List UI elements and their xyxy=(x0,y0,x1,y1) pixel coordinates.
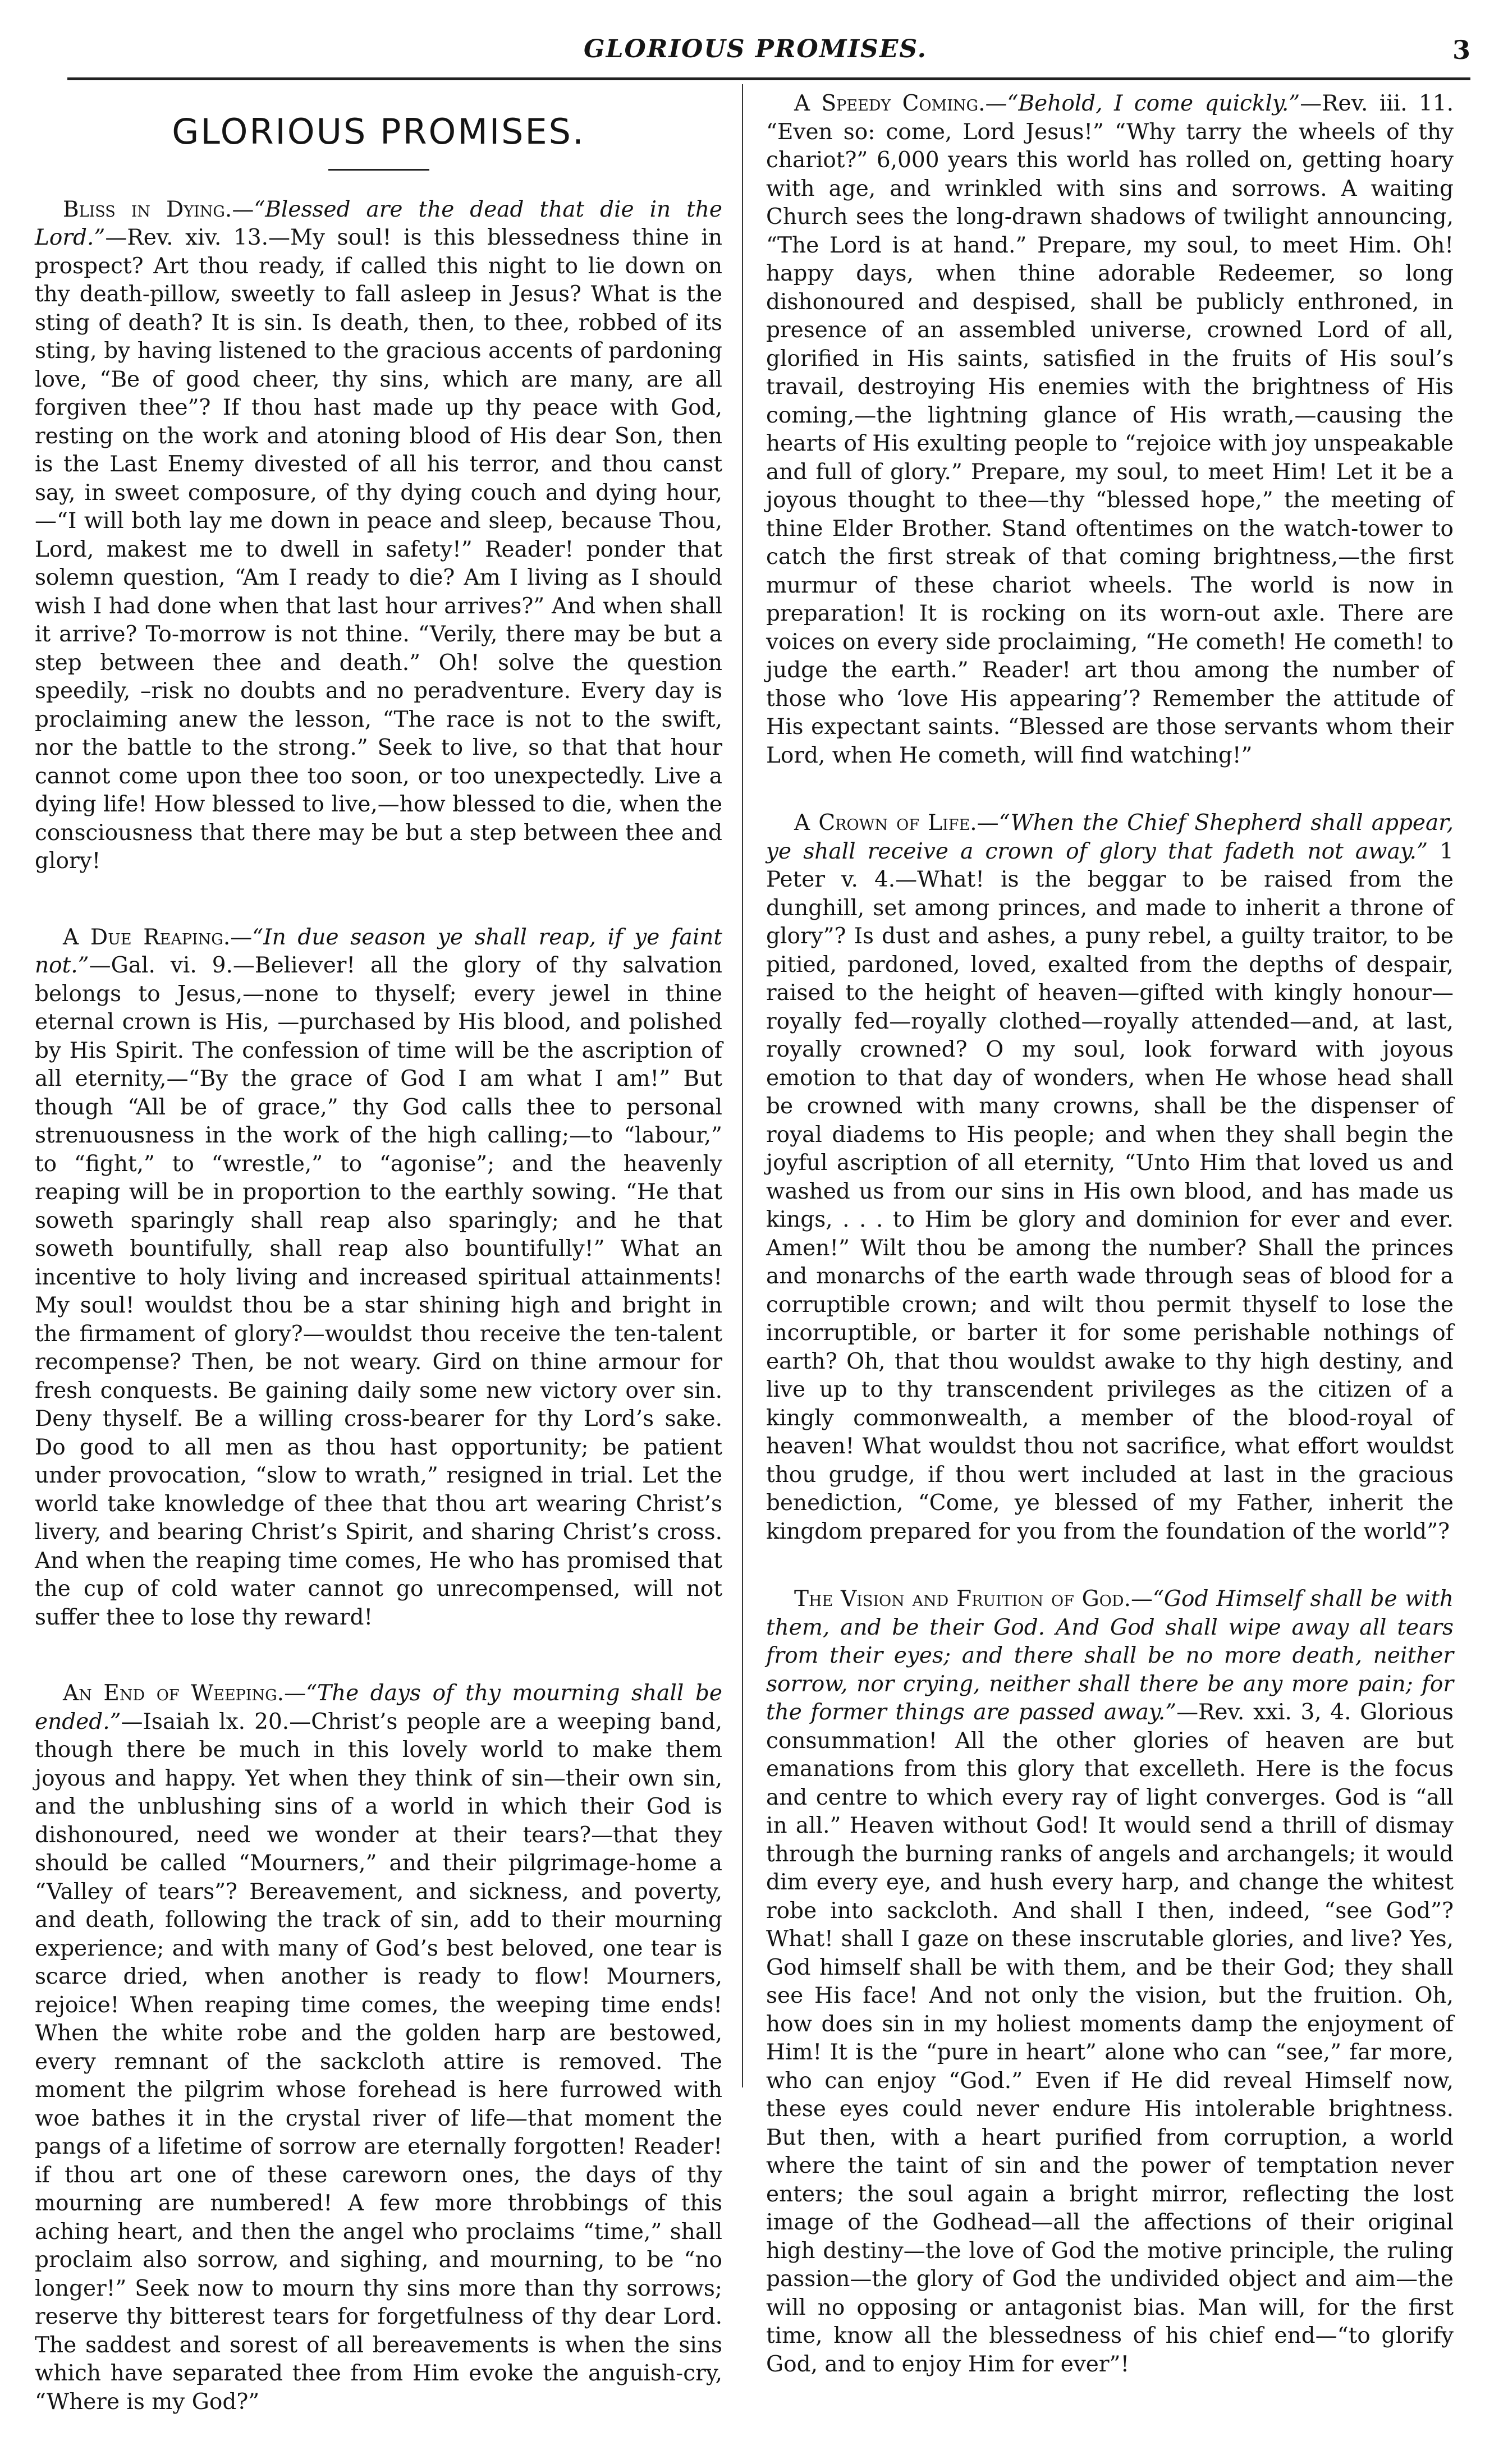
section-body: —Rev. xiv. 13.—My soul! is this blessedness thine in prospect? Art thou ready, if called this night to lie down on thy death-pillow, sweetly to fall asleep in Jesus? What is the sting of death? It is sin. Is death, then, to thee, robbed of its sting, by having listened to the gracious accents of pardoning love, “Be of good cheer, thy sins, which are many, are all forgiven thee”? If thou hast made up thy peace with God, resting on the work and atoning blood of His dear Son, then is the Last Enemy divested of all his terror, and thou canst say, in sweet composure, of thy dying couch and dying hour, —“I will both lay me down in peace and sleep, because Thou, Lord, makest me to dwell in safety!” Reader! ponder that solemn question, “Am I ready to die? Am I living as I should wish I had done when that last hour arrives?” And when shall it arrive? To-morrow is not thine. “Verily, there may be but a step between thee and death.” Oh! solve the question speedily, –risk no doubts and no peradventure. Every day is proclaiming anew the lesson, “The race is not to the swift, nor the battle to the strong.” Seek to live, so that that hour cannot come upon thee too soon, or too unexpectedly. Live a dying life! How blessed to live,—how blessed to die, when the consciousness that there may be but a step between thee and glory! xyxy=(35,225,722,874)
right-column xyxy=(766,90,1454,2418)
title-rule xyxy=(328,169,429,171)
section-an-end-of-weeping xyxy=(35,1680,722,2416)
section-heading: A Due Reaping. xyxy=(63,924,231,950)
section-bliss-in-dying xyxy=(35,196,722,876)
section-heading: Bliss in Dying. xyxy=(63,196,232,222)
section-verse: “In due season ye shall reap, if ye faint not.” xyxy=(35,924,722,978)
section-heading: A Crown of Life. xyxy=(794,810,977,836)
column-divider xyxy=(742,84,743,2087)
section-body: —Rev. xxi. 3, 4. Glorious consummation! All the other glories of heaven are but emanations from this glory that excelleth. Here is the focus and centre to which every ray of light converges. God is “all in all.” Heaven without God! It would send a thrill of dismay through the burning ranks of angels and archangels; it would dim every eye, and hush every harp, and change the whitest robe into sackcloth. And shall I then, indeed, “see God”? What! shall I gaze on these inscrutable glories, and live? Yes, God himself shall be with them, and be their God; they shall see His face! And not only the vision, but the fruition. Oh, how does sin in my holiest moments damp the enjoyment of Him! It is the “pure in heart” alone who can “see,” far more, who can enjoy “God.” Even if He did reveal Himself now, these eyes could never endure His intolerable brightness. But then, with a heart purified from corruption, a world where the taint of sin and the power of temptation never enters; the soul again a bright mirror, reflecting the lost image of the Godhead—all the affections of their original high destiny—the love of God the motive principle, the ruling passion—the glory of God the undivided object and aim—the will no opposing or antagonist bias. Man will, for the first time, know all the blessedness of his chief end—“to glorify God, and to enjoy Him for ever”! xyxy=(766,1700,1454,2377)
section-vision-and-fruition-of-god xyxy=(766,1585,1454,2379)
section-body: 1 Peter v. 4.—What! is the beggar to be raised from the dunghill, set among princes, and made to inherit a throne of glory”? Is dust and ashes, a puny rebel, a guilty traitor, to be pitied, pardoned, loved, exalted from the depths of despair, raised to the height of heaven—gifted with kingly honour—royally fed—royally clothed—royally attended—and, at last, royally crowned? O my soul, look forward with joyous emotion to that day of wonders, when He whose head shall be crowned with many crowns, shall be the dispenser of royal diadems to His people; and when they shall begin the joyful ascription of all eternity, “Unto Him that loved us and washed us from our sins in His own blood, and has made us kings, . . . to Him be glory and dominion for ever and ever. Amen!” Wilt thou be among the number? Shall the princes and monarchs of the earth wade through seas of blood for a corruptible crown; and wilt thou permit thyself to lose the incorruptible, or barter it for some perishable nothings of earth? Oh, that thou wouldst awake to thy high destiny, and live up to thy transcendent privileges as the citizen of a kingly commonwealth, a member of the blood-royal of heaven! What wouldst thou not sacrifice, what effort wouldst thou grudge, if thou wert included at last in the gracious benediction, “Come, ye blessed of my Father, inherit the kingdom prepared for you from the foundation of the world”? xyxy=(766,838,1454,1544)
section-paragraph: A Speedy Coming.—“Behold, I come quickly.”—Rev. iii. 11. “Even so: come, Lord Jesus!” “Why tarry the wheels of thy chariot?” 6,000 years this world has rolled on, getting hoary with age, and wrinkled with sins and sorrows. A waiting Church sees the long-drawn shadows of twilight announcing, “The Lord is at hand.” Prepare, my soul, to meet Him. Oh! happy days, when thine adorable Redeemer, so long dishonoured and despised, shall be publicly enthroned, in presence of an assembled universe, crowned Lord of all, glorified in His saints, satisfied in the fruits of His soul’s travail, destroying His enemies with the brightness of His coming,—the lightning glance of His wrath,—causing the hearts of His exulting people to “rejoice with joy unspeakable and full of glory.” Prepare, my soul, to meet Him! Let it be a joyous thought to thee—thy “blessed hope,” the meeting of thine Elder Brother. Stand oftentimes on the watch-tower to catch the first streak of that coming brightness,—the first murmur of these chariot wheels. The world is now in preparation! It is rocking on its worn-out axle. There are voices on every side proclaiming, “He cometh! He cometh! to judge the earth.” Reader! art thou among the number of those who ‘love His appearing’? Remember the attitude of His expectant saints. “Blessed are those servants whom their Lord, when He cometh, will find watching!” xyxy=(766,91,1454,768)
section-paragraph: A Due Reaping.—“In due season ye shall reap, if ye faint not.”—Gal. vi. 9.—Believer! all the glory of thy salvation belongs to Jesus,—none to thyself; every jewel in thine eternal crown is His, —purchased by His blood, and polished by His Spirit. The confession of time will be the ascription of all eternity,—“By the grace of God I am what I am!” But though “All be of grace,” thy God calls thee to personal strenuousness in the work of the high calling;—to “labour,” to “fight,” to “wrestle,” to “agonise”; and the heavenly reaping will be in proportion to the earthly sowing. “He that soweth sparingly shall reap also sparingly; and he that soweth bountifully, shall reap also bountifully!” What an incentive to holy living and increased spiritual attainments! My soul! wouldst thou be a star shining high and bright in the firmament of glory?—wouldst thou receive the ten-talent recompense? Then, be not weary. Gird on thine armour for fresh conquests. Be gaining daily some new victory over sin. Deny thyself. Be a willing cross-bearer for thy Lord’s sake. Do good to all men as thou hast opportunity; be patient under provocation, “slow to wrath,” resigned in trial. Let the world take knowledge of thee that thou art wearing Christ’s livery, and bearing Christ’s Spirit, and sharing Christ’s cross. And when the reaping time comes, He who has promised that the cup of cold water cannot go unrecompensed, will not suffer thee to lose thy reward! xyxy=(35,924,722,1630)
running-title: GLORIOUS PROMISES. xyxy=(584,35,927,63)
page-number: 3 xyxy=(1452,35,1470,65)
section-paragraph: An End of Weeping.—“The days of thy mourning shall be ended.”—Isaiah lx. 20.—Christ’s people are a weeping band, though there be much in this lovely world to make them joyous and happy. Yet when they think of sin—their own sin, and the unblushing sins of a world in which their God is dishonoured, need we wonder at their tears?—that they should be called “Mourners,” and their pilgrimage-home a “Valley of tears”? Bereavement, and sickness, and poverty, and death, following the track of sin, add to their mourning experience; and with many of God’s best beloved, one tear is scarce dried, when another is ready to flow! Mourners, rejoice! When reaping time comes, the weeping time ends! When the white robe and the golden harp are bestowed, every remnant of the sackcloth attire is removed. The moment the pilgrim whose forehead is here furrowed with woe bathes it in the crystal river of life—that moment the pangs of a lifetime of sorrow are eternally forgotten! Reader! if thou art one of these careworn ones, the days of thy mourning are numbered! A few more throbbings of this aching heart, and then the angel who proclaims “time,” shall proclaim also sorrow, and sighing, and mourning, to be “no longer!” Seek now to mourn thy sins more than thy sorrows; reserve thy bitterest tears for forgetfulness of thy dear Lord. The saddest and sorest of all bereavements is when the sins which have separated thee from Him evoke the anguish-cry, “Where is my God?” xyxy=(35,1681,722,2415)
section-paragraph: The Vision and Fruition of God.—“God Himself shall be with them, and be their God. And God shall wipe away all tears from their eyes; and there shall be no more death, neither sorrow, nor crying, neither shall there be any more pain; for the former things are passed away.”—Rev. xxi. 3, 4. Glorious consummation! All the other glories of heaven are but emanations from this glory that excelleth. Here is the focus and centre to which every ray of light converges. God is “all in all.” Heaven without God! It would send a thrill of dismay through the burning ranks of angels and archangels; it would dim every eye, and hush every harp, and change the whitest robe into sackcloth. And shall I then, indeed, “see God”? What! shall I gaze on these inscrutable glories, and live? Yes, God himself shall be with them, and be their God; they shall see His face! And not only the vision, but the fruition. Oh, how does sin in my holiest moments damp the enjoyment of Him! It is the “pure in heart” alone who can “see,” far more, who can enjoy “God.” Even if He did reveal Himself now, these eyes could never endure His intolerable brightness. But then, with a heart purified from corruption, a world where the taint of sin and the power of temptation never enters; the soul again a bright mirror, reflecting the lost image of the Godhead—all the affections of their original high destiny—the love of God the motive principle, the ruling passion—the glory of God the undivided object and aim—the will no opposing or antagonist bias. Man will, for the first time, know all the blessedness of his chief end—“to glorify God, and to enjoy Him for ever”! xyxy=(766,1586,1454,2377)
header-rule xyxy=(67,77,1470,80)
section-verse: “Blessed are the dead that die in the Lord.” xyxy=(35,196,722,250)
section-heading: The Vision and Fruition of God. xyxy=(794,1586,1131,1612)
section-body: —Gal. vi. 9.—Believer! all the glory of thy salvation belongs to Jesus,—none to thyself; every jewel in thine eternal crown is His, —purchased by His blood, and polished by His Spirit. The confession of time will be the ascription of all eternity,—“By the grace of God I am what I am!” But though “All be of grace,” thy God calls thee to personal strenuousness in the work of the high calling;—to “labour,” to “fight,” to “wrestle,” to “agonise”; and the heavenly reaping will be in proportion to the earthly sowing. “He that soweth sparingly shall reap also sparingly; and he that soweth bountifully, shall reap also bountifully!” What an incentive to holy living and increased spiritual attainments! My soul! wouldst thou be a star shining high and bright in the firmament of glory?—wouldst thou receive the ten-talent recompense? Then, be not weary. Gird on thine armour for fresh conquests. Be gaining daily some new victory over sin. Deny thyself. Be a willing cross-bearer for thy Lord’s sake. Do good to all men as thou hast opportunity; be patient under provocation, “slow to wrath,” resigned in trial. Let the world take knowledge of thee that thou art wearing Christ’s livery, and bearing Christ’s Spirit, and sharing Christ’s cross. And when the reaping time comes, He who has promised that the cup of cold water cannot go unrecompensed, will not suffer thee to lose thy reward! xyxy=(35,953,722,1630)
section-heading: A Speedy Coming. xyxy=(794,91,986,116)
section-verse: “God Himself shall be with them, and be their God. And God shall wipe away all tears from their eyes; and there shall be no more death, neither sorrow, nor crying, neither shall there be any more pain; for the former things are passed away.” xyxy=(766,1586,1454,1725)
left-column xyxy=(35,90,722,2464)
article-title: GLORIOUS PROMISES. xyxy=(172,111,585,152)
section-verse: “When the Chief Shepherd shall appear, ye shall receive a crown of glory that fadeth not away.” xyxy=(766,810,1454,864)
section-a-speedy-coming xyxy=(766,90,1454,770)
section-body: —Isaiah lx. 20.—Christ’s people are a weeping band, though there be much in this lovely world to make them joyous and happy. Yet when they think of sin—their own sin, and the unblushing sins of a world in which their God is dishonoured, need we wonder at their tears?—that they should be called “Mourners,” and their pilgrimage-home a “Valley of tears”? Bereavement, and sickness, and poverty, and death, following the track of sin, add to their mourning experience; and with many of God’s best beloved, one tear is scarce dried, when another is ready to flow! Mourners, rejoice! When reaping time comes, the weeping time ends! When the white robe and the golden harp are bestowed, every remnant of the sackcloth attire is removed. The moment the pilgrim whose forehead is here furrowed with woe bathes it in the crystal river of life—that moment the pangs of a lifetime of sorrow are eternally forgotten! Reader! if thou art one of these careworn ones, the days of thy mourning are numbered! A few more throbbings of this aching heart, and then the angel who proclaims “time,” shall proclaim also sorrow, and sighing, and mourning, to be “no longer!” Seek now to mourn thy sins more than thy sorrows; reserve thy bitterest tears for forgetfulness of thy dear Lord. The saddest and sorest of all bereavements is when the sins which have separated thee from Him evoke the anguish-cry, “Where is my God?” xyxy=(35,1709,722,2415)
section-paragraph: A Crown of Life.—“When the Chief Shepherd shall appear, ye shall receive a crown of glory that fadeth not away.” 1 Peter v. 4.—What! is the beggar to be raised from the dunghill, set among princes, and made to inherit a throne of glory”? Is dust and ashes, a puny rebel, a guilty traitor, to be pitied, pardoned, loved, exalted from the depths of despair, raised to the height of heaven—gifted with kingly honour—royally fed—royally clothed—royally attended—and, at last, royally crowned? O my soul, look forward with joyous emotion to that day of wonders, when He whose head shall be crowned with many crowns, shall be the dispenser of royal diadems to His people; and when they shall begin the joyful ascription of all eternity, “Unto Him that loved us and washed us from our sins in His own blood, and has made us kings, . . . to Him be glory and dominion for ever and ever. Amen!” Wilt thou be among the number? Shall the princes and monarchs of the earth wade through seas of blood for a corruptible crown; and wilt thou permit thyself to lose the incorruptible, or barter it for some perishable nothings of earth? Oh, that thou wouldst awake to thy high destiny, and live up to thy transcendent privileges as the citizen of a kingly commonwealth, a member of the blood-royal of heaven! What wouldst thou not sacrifice, what effort wouldst thou grudge, if thou wert included at last in the gracious benediction, “Come, ye blessed of my Father, inherit the kingdom prepared for you from the foundation of the world”? xyxy=(766,810,1454,1544)
section-body: —Rev. iii. 11. “Even so: come, Lord Jesus!” “Why tarry the wheels of thy chariot?” 6,000 years this world has rolled on, getting hoary with age, and wrinkled with sins and sorrows. A waiting Church sees the long-drawn shadows of twilight announcing, “The Lord is at hand.” Prepare, my soul, to meet Him. Oh! happy days, when thine adorable Redeemer, so long dishonoured and despised, shall be publicly enthroned, in presence of an assembled universe, crowned Lord of all, glorified in His saints, satisfied in the fruits of His soul’s travail, destroying His enemies with the brightness of His coming,—the lightning glance of His wrath,—causing the hearts of His exulting people to “rejoice with joy unspeakable and full of glory.” Prepare, my soul, to meet Him! Let it be a joyous thought to thee—thy “blessed hope,” the meeting of thine Elder Brother. Stand oftentimes on the watch-tower to catch the first streak of that coming brightness,—the first murmur of these chariot wheels. The world is now in preparation! It is rocking on its worn-out axle. There are voices on every side proclaiming, “He cometh! He cometh! to judge the earth.” Reader! art thou among the number of those who ‘love His appearing’? Remember the attitude of His expectant saints. “Blessed are those servants whom their Lord, when He cometh, will find watching!” xyxy=(766,91,1454,768)
section-paragraph: Bliss in Dying.—“Blessed are the dead that die in the Lord.”—Rev. xiv. 13.—My soul! is this blessedness thine in prospect? Art thou ready, if called this night to lie down on thy death-pillow, sweetly to fall asleep in Jesus? What is the sting of death? It is sin. Is death, then, to thee, robbed of its sting, by having listened to the gracious accents of pardoning love, “Be of good cheer, thy sins, which are many, are all forgiven thee”? If thou hast made up thy peace with God, resting on the work and atoning blood of His dear Son, then is the Last Enemy divested of all his terror, and thou canst say, in sweet composure, of thy dying couch and dying hour, —“I will both lay me down in peace and sleep, because Thou, Lord, makest me to dwell in safety!” Reader! ponder that solemn question, “Am I ready to die? Am I living as I should wish I had done when that last hour arrives?” And when shall it arrive? To-morrow is not thine. “Verily, there may be but a step between thee and death.” Oh! solve the question speedily, –risk no doubts and no peradventure. Every day is proclaiming anew the lesson, “The race is not to the swift, nor the battle to the strong.” Seek to live, so that that hour cannot come upon thee too soon, or too unexpectedly. Live a dying life! How blessed to live,—how blessed to die, when the consciousness that there may be but a step between thee and glory! xyxy=(35,196,722,874)
section-heading: An End of Weeping. xyxy=(63,1681,285,1706)
section-verse: “The days of thy mourning shall be ended.” xyxy=(35,1681,722,1735)
section-verse: “Behold, I come quickly.” xyxy=(1007,91,1300,116)
section-a-crown-of-life xyxy=(766,809,1454,1546)
section-a-due-reaping xyxy=(35,924,722,1632)
running-head xyxy=(67,35,1485,74)
